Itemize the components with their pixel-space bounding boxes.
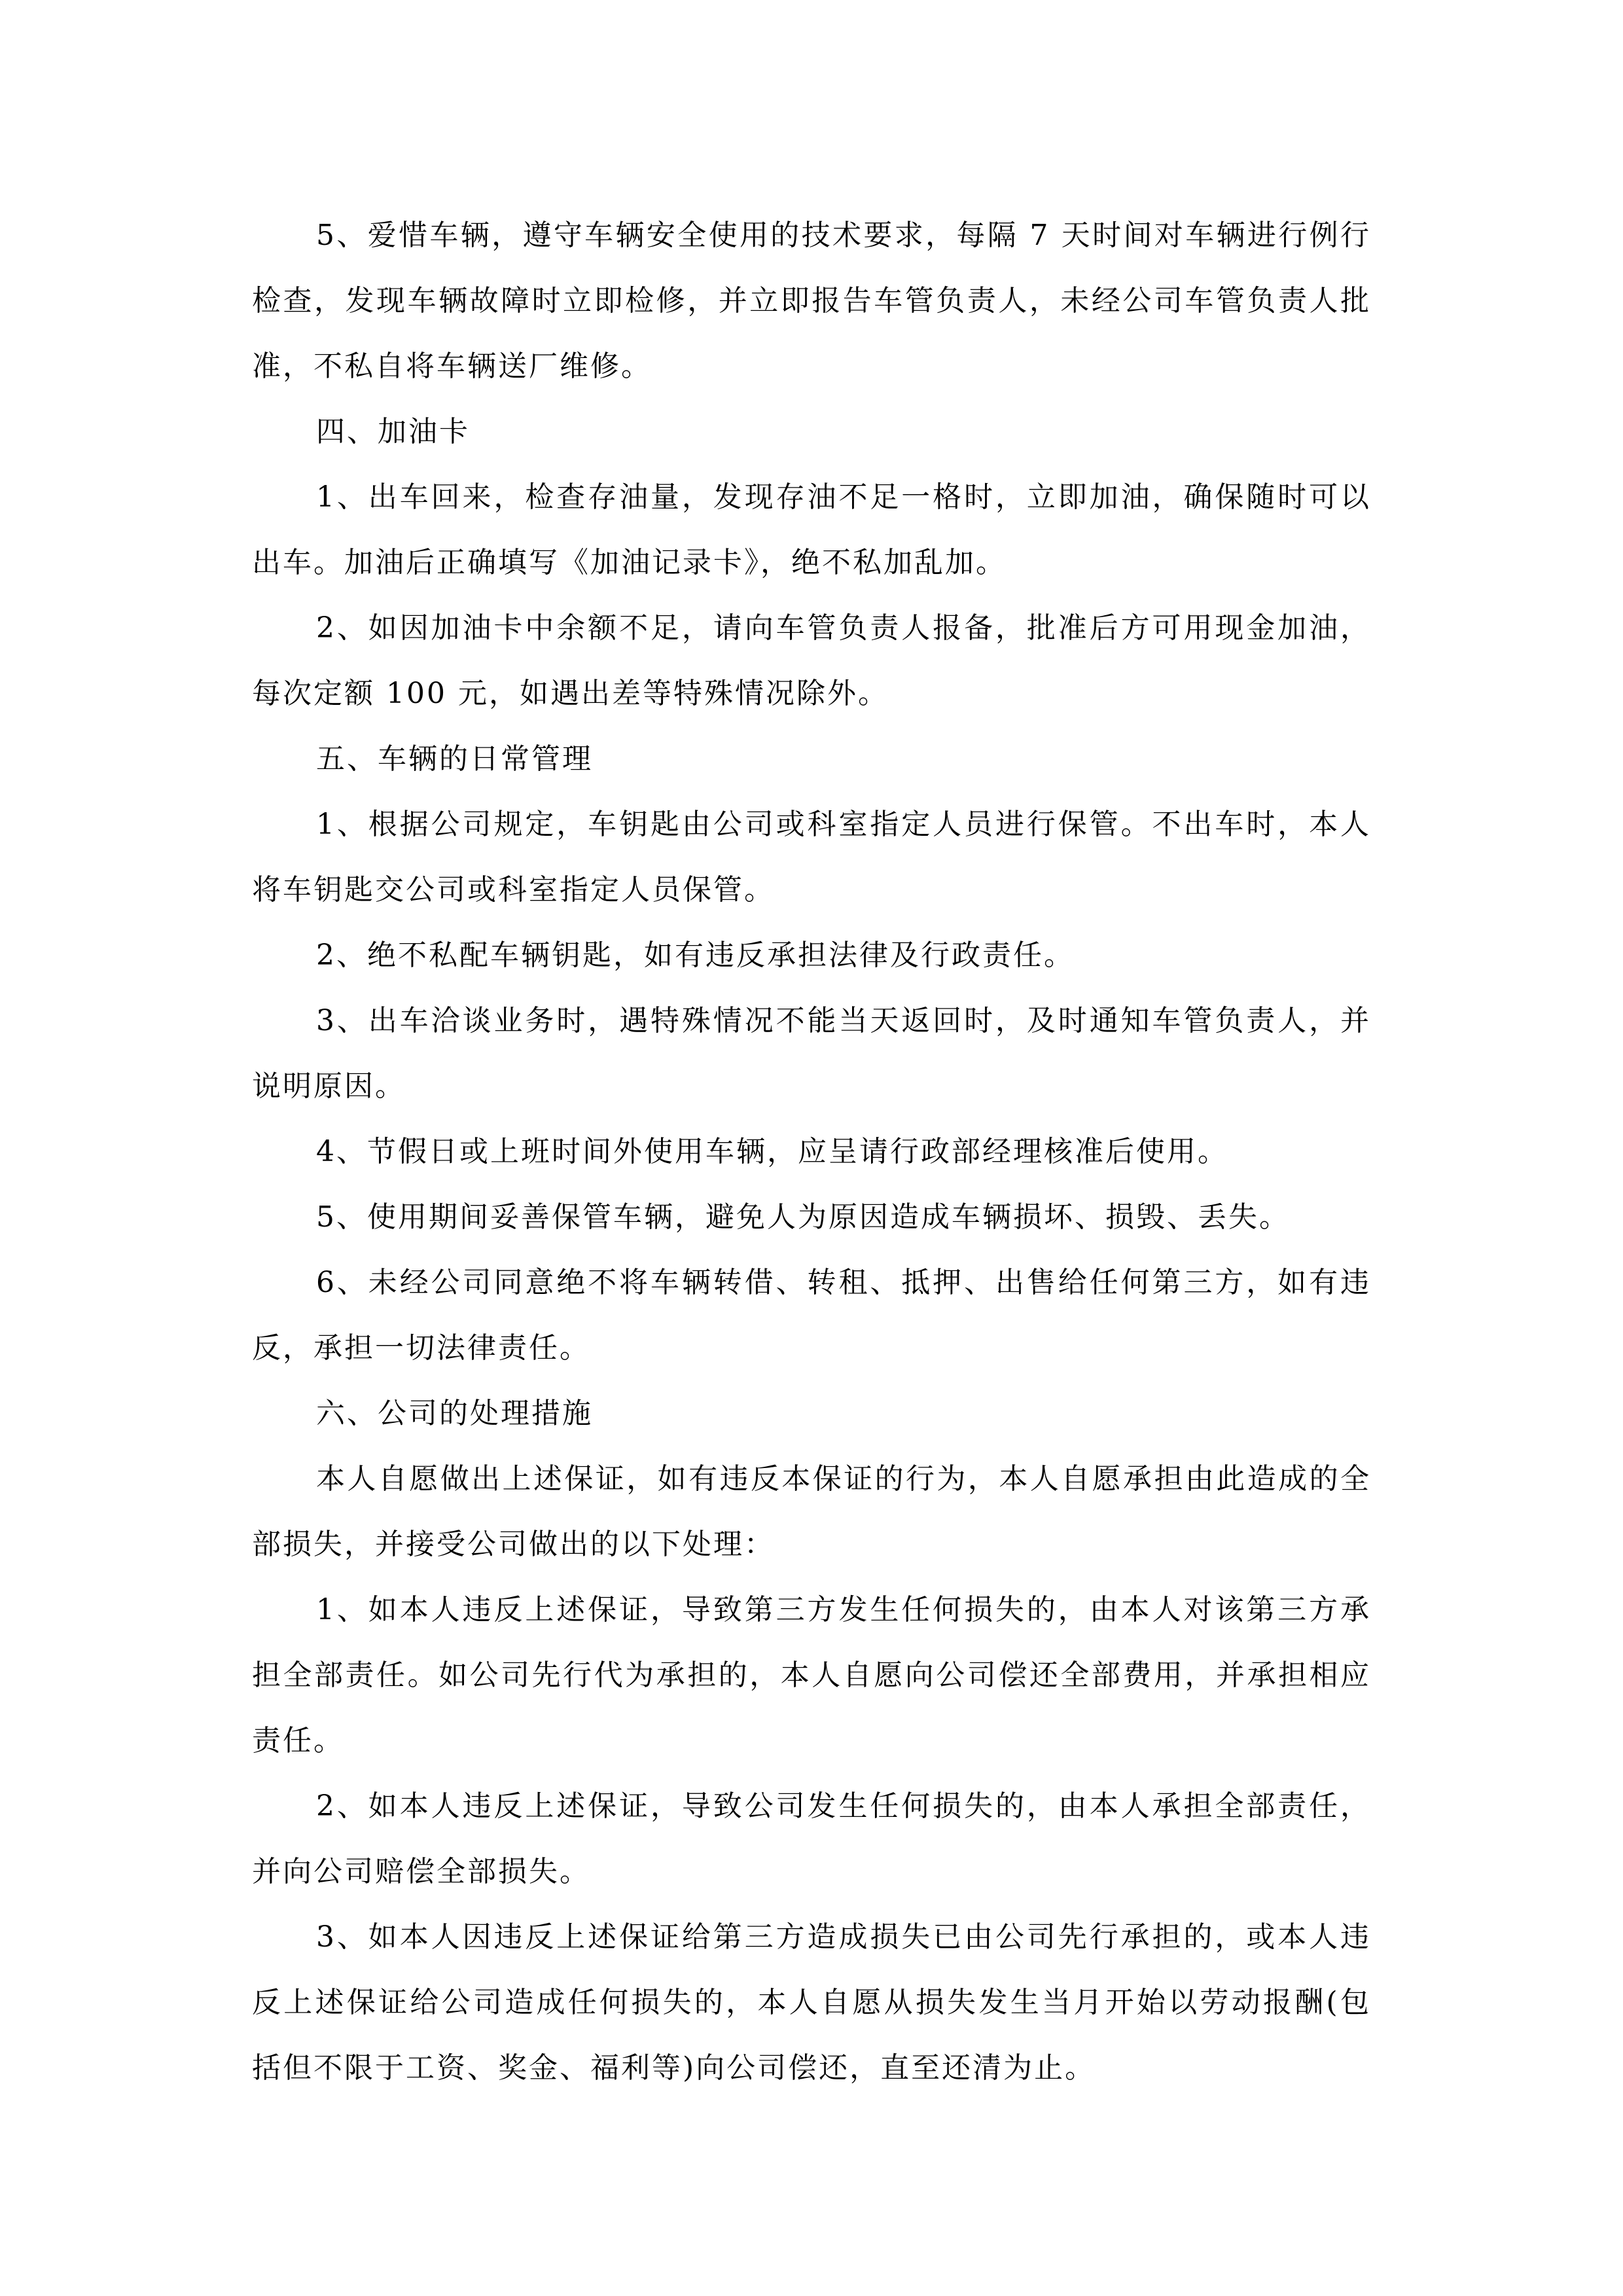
- paragraph-daily-6: 6、未经公司同意绝不将车辆转借、转租、抵押、出售给任何第三方，如有违反，承担一切法律责任。: [252, 1266, 1371, 1365]
- paragraph-fuel-1: 1、出车回来，检查存油量，发现存油不足一格时，立即加油，确保随时可以出车。加油后正确填写《加油记录卡》，绝不私加乱加。: [252, 480, 1371, 579]
- paragraph-daily-5: 5、使用期间妥善保管车辆，避免人为原因造成车辆损坏、损毁、丢失。: [316, 1200, 1290, 1234]
- paragraph-daily-2: 2、绝不私配车辆钥匙，如有违反承担法律及行政责任。: [316, 939, 1075, 972]
- paragraph-fuel-2: 2、如因加油卡中余额不足，请向车管负责人报备，批准后方可用现金加油，每次定额 100 元，如遇出差等特殊情况除外。: [252, 611, 1371, 710]
- section-heading-daily-management: 五、车辆的日常管理: [316, 742, 593, 776]
- paragraph-item-5-vehicle-care: 5、爱惜车辆，遵守车辆安全使用的技术要求，每隔 7 天时间对车辆进行例行检查，发现车辆故障时立即检修，并立即报告车管负责人，未经公司车管负责人批准，不私自将车辆送厂维修。: [252, 219, 1371, 383]
- document-body: [252, 203, 1371, 2101]
- section-heading-fuel-card: 四、加油卡: [316, 415, 470, 448]
- paragraph-measures-3: 3、如本人因违反上述保证给第三方造成损失已由公司先行承担的，或本人违反上述保证给公司造成任何损失的，本人自愿从损失发生当月开始以劳动报酬(包括但不限于工资、奖金、福利等)向公司偿还，直至还清为止。: [252, 1920, 1371, 2085]
- section-heading-company-measures: 六、公司的处理措施: [316, 1397, 593, 1430]
- paragraph-measures-1: 1、如本人违反上述保证，导致第三方发生任何损失的，由本人对该第三方承担全部责任。如公司先行代为承担的，本人自愿向公司偿还全部费用，并承担相应责任。: [252, 1593, 1371, 1757]
- paragraph-measures-2: 2、如本人违反上述保证，导致公司发生任何损失的，由本人承担全部责任，并向公司赔偿全部损失。: [252, 1789, 1371, 1888]
- paragraph-daily-4: 4、节假日或上班时间外使用车辆，应呈请行政部经理核准后使用。: [316, 1135, 1228, 1168]
- paragraph-daily-3: 3、出车洽谈业务时，遇特殊情况不能当天返回时，及时通知车管负责人，并说明原因。: [252, 1004, 1371, 1103]
- paragraph-measures-intro: 本人自愿做出上述保证，如有违反本保证的行为，本人自愿承担由此造成的全部损失，并接受公司做出的以下处理：: [252, 1462, 1371, 1561]
- paragraph-daily-1: 1、根据公司规定，车钥匙由公司或科室指定人员进行保管。不出车时，本人将车钥匙交公司或科室指定人员保管。: [252, 808, 1371, 906]
